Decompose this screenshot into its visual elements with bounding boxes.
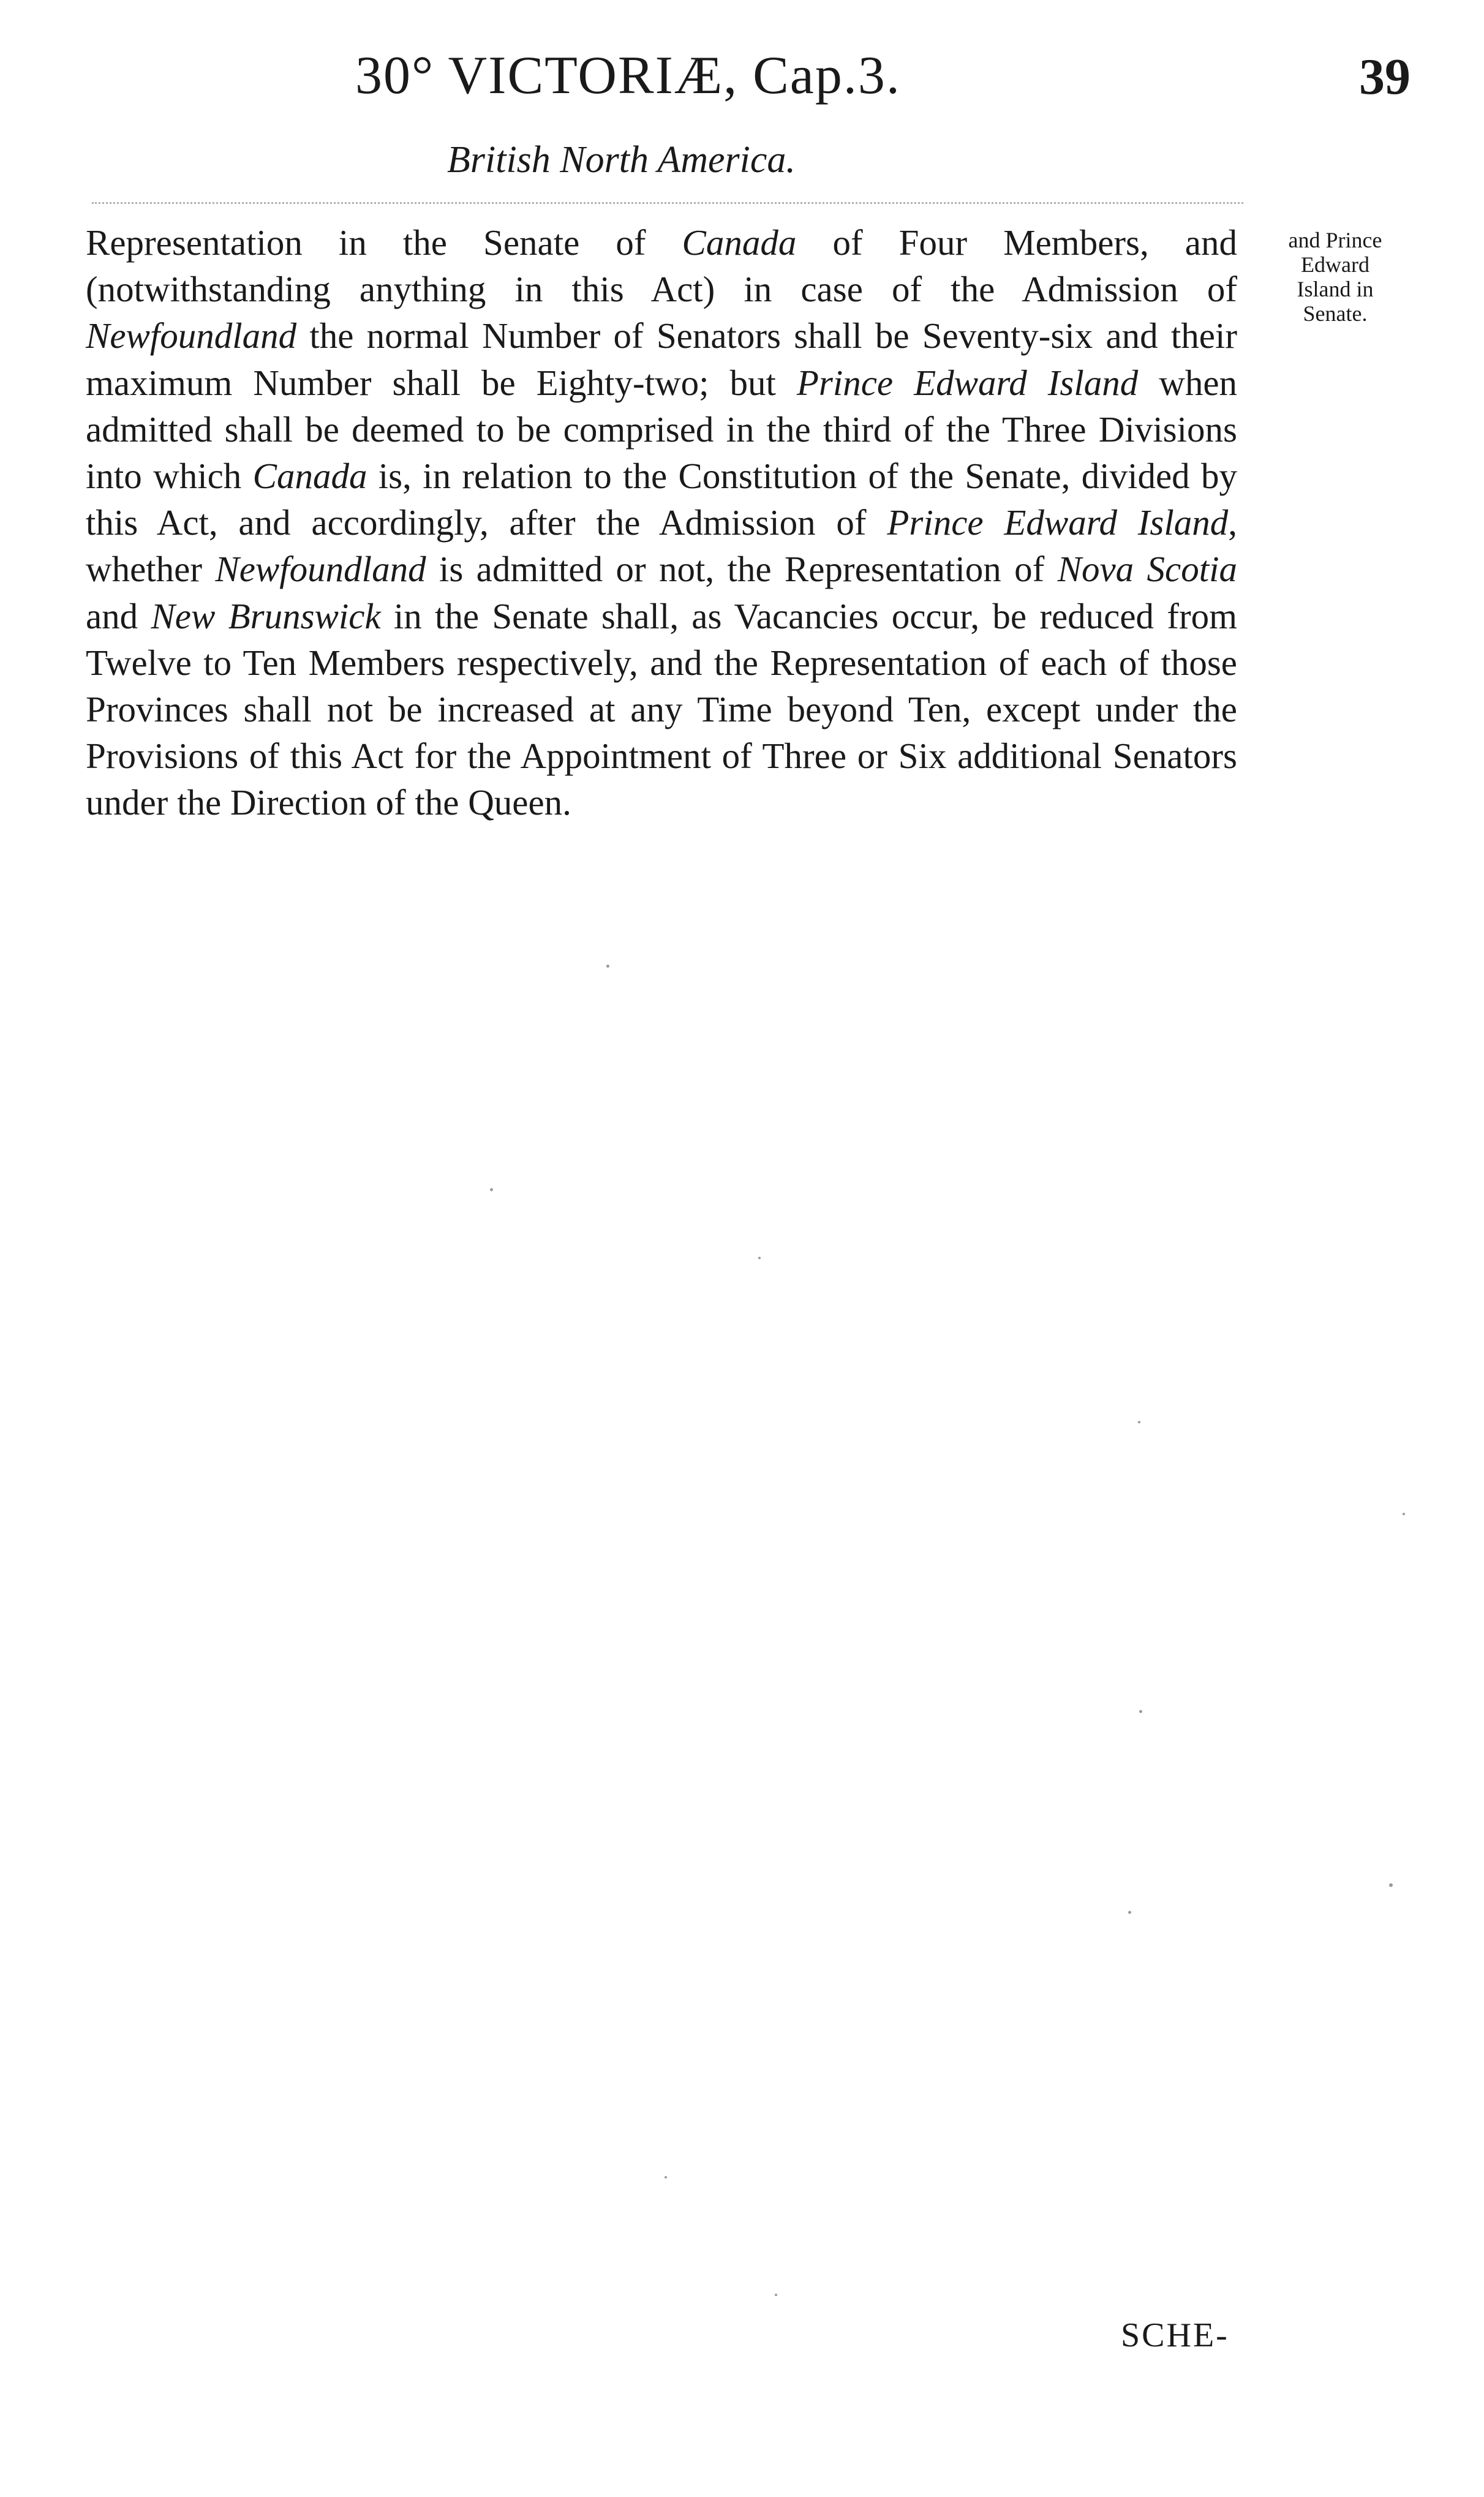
text-segment: and: [86, 595, 151, 636]
paper-speck: [1389, 1883, 1393, 1887]
margin-note-line: Island in: [1297, 277, 1374, 301]
paper-speck: [490, 1188, 493, 1191]
text-segment: , whether: [86, 502, 1238, 590]
margin-note-line: Edward: [1301, 252, 1369, 277]
margin-note-line: and Prince: [1288, 228, 1382, 252]
text-segment-italic: Prince Edward Island: [796, 362, 1139, 403]
margin-note-line: Senate.: [1303, 301, 1368, 326]
text-segment: is, in relation to the Constitution of the Senate, divided by this Act, and accordingly, after the Admission of: [86, 456, 1237, 543]
text-segment: of Four Members, and (notwithstanding anything in this Act) in case of the Admission of: [86, 222, 1237, 310]
paper-speck: [665, 2176, 667, 2179]
text-segment: Representation in the Senate of: [86, 222, 682, 263]
text-segment-italic: Canada: [682, 222, 797, 263]
paper-speck: [758, 1257, 761, 1259]
paper-speck: [1128, 1911, 1131, 1914]
paper-speck: [606, 965, 609, 968]
running-subtitle: British North America.: [447, 139, 796, 181]
catchword: SCHE-: [1121, 2316, 1229, 2354]
page-number: 39: [1359, 48, 1411, 105]
paper-speck: [1139, 1710, 1142, 1713]
text-segment: the normal Number of Senators shall be Seventy-six and their maximum Number shall be Eighty-two; but: [86, 315, 1237, 403]
margin-note: [1259, 228, 1412, 326]
text-segment-italic: Prince Edward Island: [887, 502, 1229, 543]
paper-speck: [1138, 1421, 1140, 1423]
paper-speck: [1403, 1513, 1405, 1515]
body-paragraph: [86, 219, 1237, 826]
text-segment-italic: Nova Scotia: [1057, 549, 1237, 590]
text-segment-italic: Canada: [252, 456, 367, 497]
text-segment: in the Senate shall, as Vacancies occur, be reduced from Twelve to Ten Members respectively, and the Representation of each of those Provinces shall not be increased at any Time beyond Ten, except under the Provisions of this Act for the Appointment of Three or Six additional Senators under the Direction of the Queen.: [86, 595, 1237, 823]
paper-speck: [775, 2294, 777, 2296]
header-rule: [92, 202, 1243, 204]
text-segment: is admitted or not, the Representation of: [426, 549, 1058, 590]
page-title: 30° VICTORIÆ, Cap.3.: [355, 46, 901, 105]
text-segment-italic: Newfoundland: [86, 315, 297, 356]
text-segment: when admitted shall be deemed to be comprised in the third of the Three Divisions into which: [86, 362, 1238, 497]
text-segment-italic: Newfoundland: [215, 549, 426, 590]
text-segment-italic: New Brunswick: [151, 595, 381, 636]
